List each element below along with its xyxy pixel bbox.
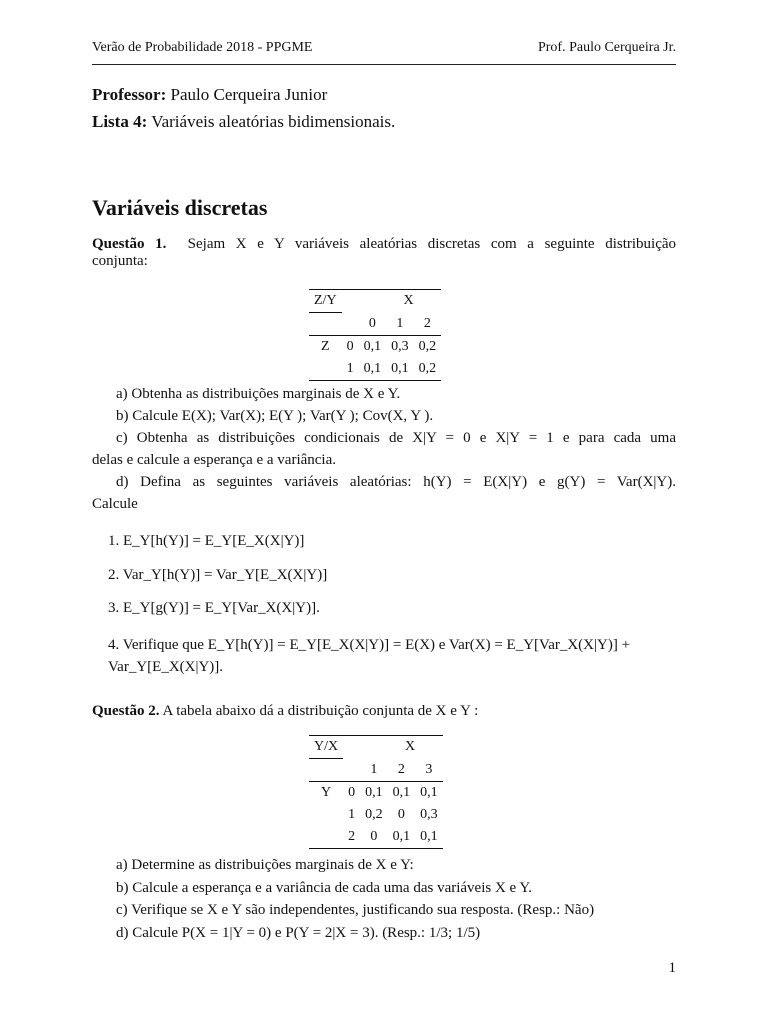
q2-col-1: 2 <box>388 759 416 782</box>
professor-name: Paulo Cerqueira Junior <box>170 85 328 104</box>
q2-item-a: a) Determine as distribuições marginais de X e Y: <box>116 857 414 873</box>
table-cell: 0,2 <box>414 358 442 381</box>
table-cell: 0,3 <box>391 339 409 354</box>
q2-intro-text: A tabela abaixo dá a distribuição conjunta de X e Y : <box>162 703 479 719</box>
table-row <box>309 782 443 805</box>
q1-row-key: 1 <box>342 358 359 381</box>
running-header-right: Prof. Paulo Cerqueira Jr. <box>537 40 676 55</box>
table-cell: 0,3 <box>420 807 438 822</box>
q1-intro-line1: Sejam X e Y variáveis aleatórias discretas com a seguinte distribuição <box>187 236 677 252</box>
q1-item-c <box>116 430 676 447</box>
q2-label: Questão 2. <box>92 703 160 719</box>
table-cell: 0 <box>397 807 405 822</box>
q1-item-d <box>116 474 676 491</box>
q2-row-key: 2 <box>343 826 360 849</box>
page-number: 1 <box>668 960 676 976</box>
table-cell: 0,1 <box>359 358 387 381</box>
q1-intro <box>92 236 676 270</box>
table-row <box>309 804 443 826</box>
running-header-left: Verão de Probabilidade 2018 - PPGME <box>92 40 313 55</box>
lista-line <box>92 112 395 132</box>
q1-table-corner: Z/Y <box>309 290 342 313</box>
header-rule <box>92 64 676 65</box>
q2-item-d: d) Calcule P(X = 1|Y = 0) e P(Y = 2|X = 3). (Resp.: 1/3; 1/5) <box>116 925 481 941</box>
q2-col-2: 3 <box>415 759 443 782</box>
q2-row-key: 0 <box>348 785 356 800</box>
q1-col-0: 0 <box>359 313 387 336</box>
q1-item-b: b) Calcule E(X); Var(X); E(Y ); Var(Y ); Cov(X, Y ). <box>116 408 434 424</box>
table-cell: 0,1 <box>392 785 411 800</box>
table-cell: 0,1 <box>420 785 438 800</box>
table-row <box>309 826 443 849</box>
table-cell: 0,2 <box>365 807 383 822</box>
q1-list-item-2: 2. Var_Y[h(Y)] = Var_Y[E_X(X|Y)] <box>108 567 328 583</box>
table-cell: 0,1 <box>363 339 382 354</box>
q2-intro <box>92 703 478 720</box>
table-cell: 0,1 <box>415 826 443 849</box>
table-cell: 0,1 <box>386 358 414 381</box>
q2-table-col-header: X <box>360 736 415 759</box>
table-cell: 0,1 <box>388 826 416 849</box>
table-cell: 0,1 <box>365 785 383 800</box>
q1-item-a: a) Obtenha as distribuições marginais de X e Y. <box>116 386 401 402</box>
lista-label: Lista 4: <box>92 112 148 131</box>
q1-row-header: Z <box>321 339 330 354</box>
q2-item-b: b) Calcule a esperança e a variância de cada uma das variáveis X e Y. <box>116 880 533 896</box>
q1-item-d-line2: Calcule <box>92 496 138 512</box>
q1-row-key: 0 <box>346 339 354 354</box>
q1-intro-line2: conjunta: <box>92 253 148 269</box>
table-cell: 0 <box>360 826 388 849</box>
q1-label: Questão 1. <box>92 236 167 252</box>
q2-joint-table <box>309 735 443 849</box>
professor-label: Professor: <box>92 85 167 104</box>
section-title: Variáveis discretas <box>92 195 268 220</box>
table-cell: 0,2 <box>418 339 437 354</box>
q1-col-2: 2 <box>414 313 442 336</box>
q2-table-corner: Y/X <box>309 736 343 759</box>
q1-col-1: 1 <box>386 313 414 336</box>
q1-list-item-3: 3. E_Y[g(Y)] = E_Y[Var_X(X|Y)]. <box>108 600 320 616</box>
q1-item-c-line1: c) Obtenha as distribuições condicionais de X|Y = 0 e X|Y = 1 e para cada uma <box>116 430 676 446</box>
q1-item-d-line1: d) Defina as seguintes variáveis aleatórias: h(Y) = E(X|Y) e g(Y) = Var(X|Y). <box>116 474 676 490</box>
q1-list-item-4: 4. Verifique que E_Y[h(Y)] = E_Y[E_X(X|Y)] = E(X) e Var(X) = E_Y[Var_X(X|Y)] + Var_Y[E_X(X|Y)]. <box>108 637 631 675</box>
table-row <box>309 358 441 381</box>
table-row <box>309 336 441 359</box>
q1-joint-table <box>309 289 441 381</box>
professor-line <box>92 85 327 105</box>
q2-item-c: c) Verifique se X e Y são independentes, justificando sua resposta. (Resp.: Não) <box>116 902 595 918</box>
q2-row-key: 1 <box>348 807 356 822</box>
q1-list-item-1: 1. E_Y[h(Y)] = E_Y[E_X(X|Y)] <box>108 533 305 549</box>
q2-col-0: 1 <box>360 759 388 782</box>
q2-row-header: Y <box>321 785 332 800</box>
q1-item-c-line2: delas e calcule a esperança e a variância. <box>92 452 336 468</box>
q1-table-col-header: X <box>359 290 414 313</box>
lista-title: Variáveis aleatórias bidimensionais. <box>151 112 396 131</box>
